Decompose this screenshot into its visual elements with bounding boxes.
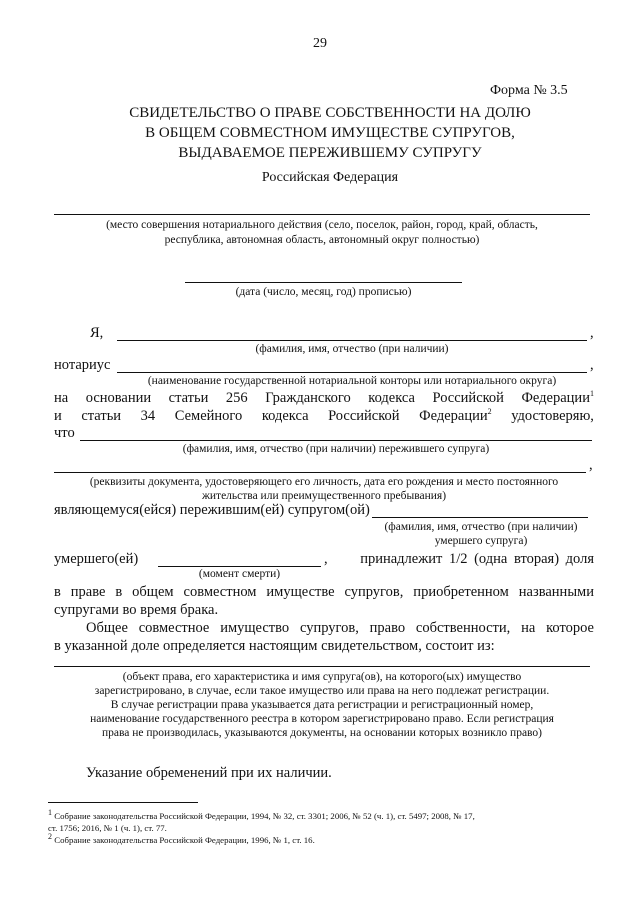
basis-word: Российской bbox=[432, 390, 504, 406]
deceased-hint-1: (фамилия, имя, отчество (при наличии) bbox=[384, 521, 578, 533]
basis-word: 256 bbox=[225, 390, 248, 406]
requisites-comma: , bbox=[589, 457, 593, 473]
fio-hint: (фамилия, имя, отчество (при наличии) bbox=[255, 343, 449, 355]
title-line-2: В ОБЩЕМ СОВМЕСТНОМ ИМУЩЕСТВЕ СУПРУГОВ, bbox=[145, 125, 515, 141]
office-hint: (наименование государственной нотариальной конторы или нотариального округа) bbox=[147, 375, 557, 387]
footnote-divider bbox=[48, 802, 198, 803]
object-line bbox=[54, 666, 590, 667]
basis-word: Гражданского bbox=[265, 390, 351, 406]
notary-name-line bbox=[117, 340, 587, 341]
right-line-1: в праве в общем совместном имуществе супругов, приобретенном названными bbox=[54, 584, 594, 600]
object-hint-line: В случае регистрации права указывается дата регистрации и регистрационный номер, bbox=[110, 699, 534, 711]
notary-label: нотариус bbox=[54, 357, 111, 373]
deceased-comma: , bbox=[324, 551, 328, 567]
document-title bbox=[40, 103, 620, 163]
requisites-line bbox=[54, 472, 586, 473]
basis-word bbox=[419, 407, 491, 426]
right-line-2: супругами во время брака. bbox=[54, 602, 219, 618]
ya-comma: , bbox=[590, 325, 594, 341]
footnote-ref-2: 2 bbox=[487, 407, 492, 417]
common-line-2: в указанной доле определяется настоящим свидетельством, состоит из: bbox=[54, 638, 495, 654]
doc-hint-1: (реквизиты документа, удостоверяющего его личность, дата его рождения и место постоянного bbox=[89, 476, 559, 488]
object-hint-line: (объект права, его характеристика и имя супруга(ов), на которого(ых) имущество bbox=[122, 671, 522, 683]
form-label: Форма № 3.5 bbox=[490, 83, 568, 98]
ya-label: Я, bbox=[90, 325, 104, 341]
belongs-text: принадлежит 1/2 (одна вторая) доля bbox=[360, 551, 594, 567]
basis-word: основании bbox=[85, 390, 152, 406]
object-hint-line: права не производилась, указываются документы, на основании которых возникло право) bbox=[102, 727, 542, 739]
object-hint bbox=[54, 670, 590, 740]
basis-word-text: Федерации bbox=[521, 390, 590, 406]
date-line bbox=[185, 282, 462, 283]
title-line-1: СВИДЕТЕЛЬСТВО О ПРАВЕ СОБСТВЕННОСТИ НА ДОЛЮ bbox=[129, 105, 531, 121]
basis-line-2 bbox=[54, 407, 594, 426]
notary-office-line bbox=[117, 372, 587, 373]
basis-word: статьи bbox=[81, 408, 122, 424]
death-hint: (момент смерти) bbox=[198, 568, 281, 580]
place-hint-2: республика, автономная область, автономный округ полностью) bbox=[164, 234, 480, 246]
object-hint-line: зарегистрировано, в случае, если такое имущество или права на него подлежат регистрации. bbox=[94, 685, 550, 697]
basis-word: Российской bbox=[328, 408, 400, 424]
footnote-ref-1: 1 bbox=[589, 389, 594, 399]
footnote-1-number: 1 bbox=[48, 808, 52, 818]
encumbrance-text: Указание обременений при их наличии. bbox=[86, 765, 332, 781]
basis-word-text: Федерации bbox=[419, 408, 488, 424]
notary-comma: , bbox=[590, 357, 594, 373]
footnote-1 bbox=[48, 810, 608, 846]
basis-word bbox=[521, 389, 593, 408]
basis-word: статьи bbox=[168, 390, 209, 406]
page-number: 29 bbox=[313, 36, 327, 51]
doc-hint-2: жительства или преимущественного пребывания) bbox=[201, 490, 447, 502]
country: Российская Федерация bbox=[261, 170, 399, 185]
surviving-hint: (фамилия, имя, отчество (при наличии) пережившего супруга) bbox=[182, 443, 490, 455]
basis-word: кодекса bbox=[261, 408, 309, 424]
spouse-line-label: являющемуся(ейся) пережившим(ей) супругом(ой) bbox=[54, 502, 370, 518]
title-line-3: ВЫДАВАЕМОЕ ПЕРЕЖИВШЕМУ СУПРУГУ bbox=[178, 145, 482, 161]
deceased-name-line bbox=[372, 517, 588, 518]
basis-word: и bbox=[54, 408, 62, 424]
object-hint-line: наименование государственного реестра в котором зарегистрировано право. Если регистрация bbox=[90, 713, 554, 725]
basis-word: кодекса bbox=[368, 390, 415, 406]
deceased-label: умершего(ей) bbox=[54, 551, 139, 567]
footnote-1-text: Собрание законодательства Российской Федерации, 1994, № 32, ст. 3301; 2006, № 52 (ч. 1), ст. 5497; 2008, № 17, bbox=[54, 811, 475, 821]
basis-word: на bbox=[54, 390, 69, 406]
footnote-2-text: Собрание законодательства Российской Федерации, 1996, № 1, ст. 16. bbox=[54, 835, 315, 845]
basis-line-1 bbox=[54, 389, 594, 408]
footnote-1-text-cont: ст. 1756; 2016, № 1 (ч. 1), ст. 77. bbox=[48, 823, 167, 833]
that-label: что bbox=[54, 425, 75, 441]
footnote-2-number: 2 bbox=[48, 832, 52, 842]
surviving-spouse-line bbox=[80, 440, 592, 441]
deceased-hint-2: умершего супруга) bbox=[434, 535, 528, 547]
date-hint: (дата (число, месяц, год) прописью) bbox=[235, 286, 412, 298]
basis-word: удостоверяю, bbox=[511, 408, 594, 424]
basis-word: 34 bbox=[140, 408, 156, 424]
place-hint-1: (место совершения нотариального действия (село, поселок, район, город, край, область, bbox=[106, 219, 538, 231]
common-line-1: Общее совместное имущество супругов, право собственности, на которое bbox=[86, 620, 594, 636]
place-line bbox=[54, 214, 590, 215]
basis-word: Семейного bbox=[174, 408, 243, 424]
